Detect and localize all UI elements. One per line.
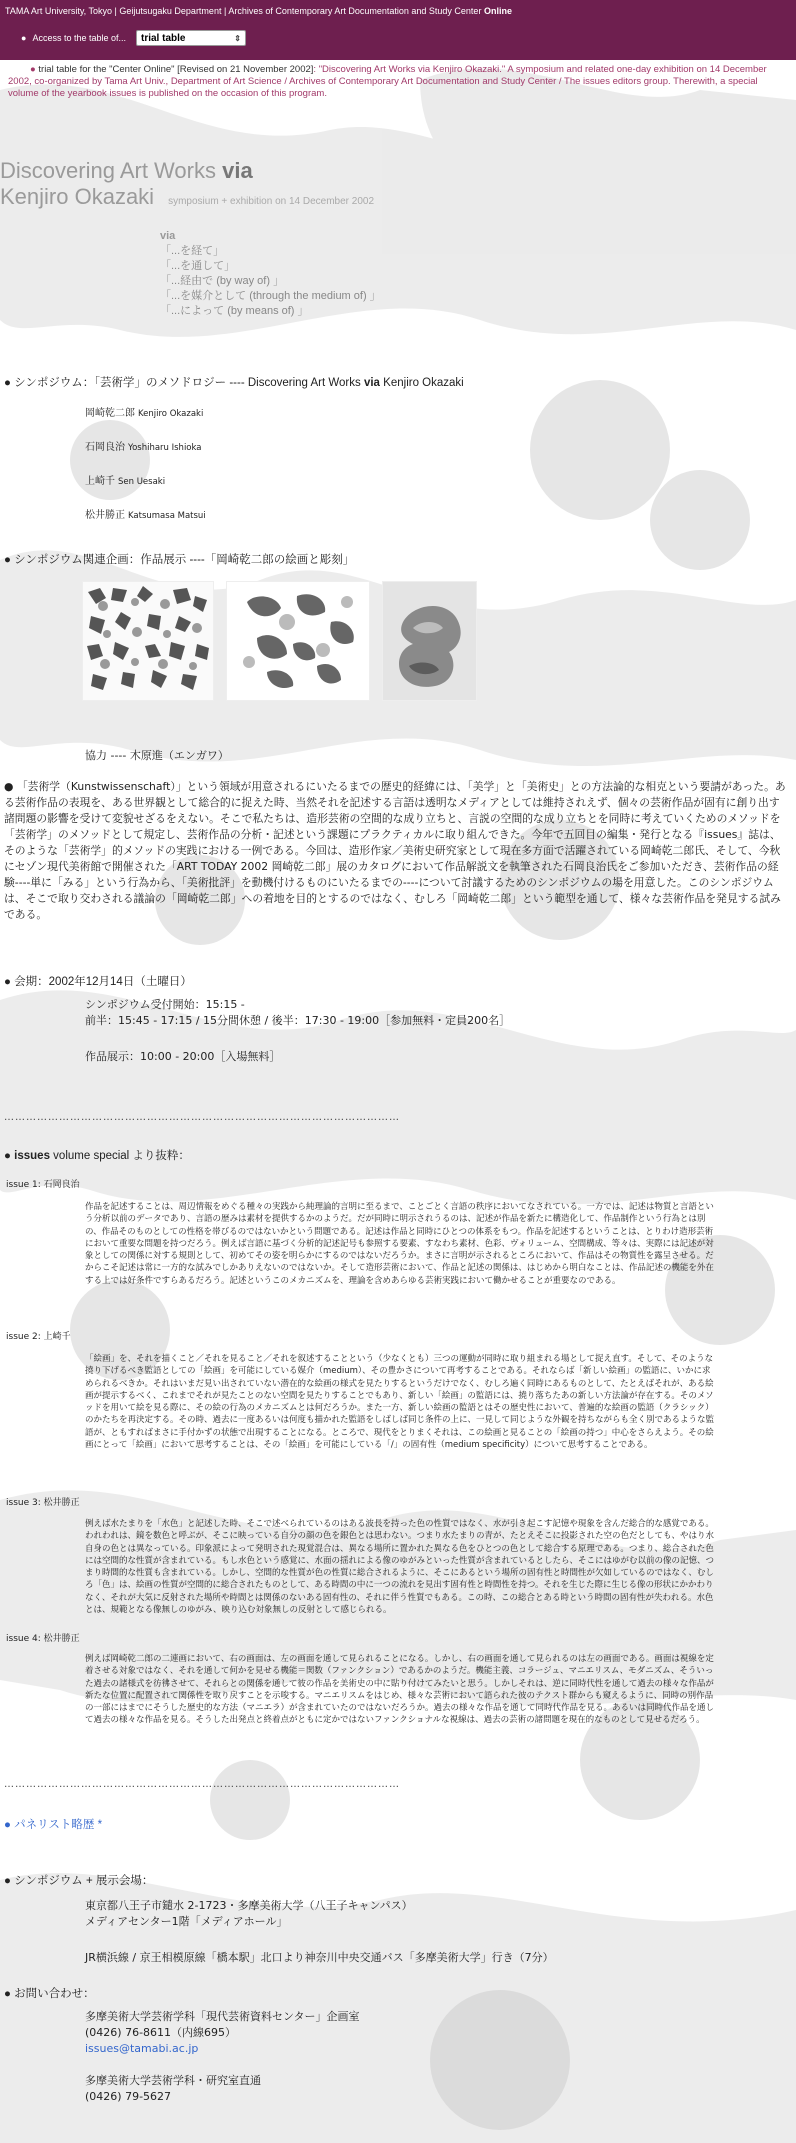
- breadcrumb-archives[interactable]: Archives of Contemporary Art Documentation and Study Center: [228, 6, 482, 16]
- via-item: 「...を経て」: [160, 245, 225, 257]
- bullet-icon: ●: [21, 33, 27, 43]
- contact-org-direct: 多摩美術大学芸術学科・研究室直通: [85, 2074, 261, 2087]
- schedule-heading: ● 会期：2002年12月14日（土曜日）: [4, 976, 192, 988]
- bullet-icon: ●: [30, 64, 36, 75]
- issue-excerpt: 「絵画」を、それを描くこと／それを見ること／それを叙述することという（少なくとも）三つの運動が同時に取り組まれる場として捉え直す。そして、そのような撓り下げるべき監語としての「絵画」を可能にしている媒介（medium）、その豊かさについて再考することである。それならば「新しい絵画」の監語に、いかに求められるべきか。それはいまだ見い出されていない潜在的な絵画の様式を見たりするというだけでなく、むしろ遍く同時にあるものとして、たとえばそれが、ある絵画が提示するべく、これまでそれが見たことのない空間を見たりすることでもあり、新しい「絵画」の監語には、撓り落ちたあの新しい方法論が存在する。そのメソッドを用いて絵を見る際に、その絵の行為のメカニズムとは何だろうか。また一方、新しい絵画の監語とはその歴史性において、普遍的な絵画の監語（クラシック）のかたちを再決定する。その時、過去に一度あるいは何度も描かれた監語をしばしば同じ条件の上に、一見して同じような外観を持ちながらも全く別であるような監語が、ともすればまさに手付かずの状態で出現することになる。ところで、現代をとりまくそれは、この絵画と見ることの「絵画の持つ」中心をさらえよう。その絵画にとって「絵画」において思考することは、その「絵画」を可能にしている「/」の固有性（medium specificity）について思考することである。: [85, 1354, 715, 1451]
- venue-room: メディアセンター1階「メディアホール」: [85, 1915, 288, 1928]
- bullet-icon: ●: [4, 377, 15, 389]
- venue-details: [85, 1898, 554, 1966]
- exhibition-heading: ● シンポジウム関連企画：作品展示 ----「岡崎乾二郎の絵画と彫刻」: [4, 554, 355, 566]
- issues-heading: ● issues volume special より抜粋：: [4, 1150, 190, 1162]
- divider: ………………………………………………………………………………………………: [4, 1779, 400, 1790]
- issue-label: issue 1: 石岡良治: [6, 1180, 80, 1190]
- bullet-icon: ●: [4, 780, 17, 793]
- bullet-icon: ●: [4, 554, 15, 566]
- panelist-bio-link[interactable]: パネリスト略歴 *: [14, 1819, 103, 1831]
- table-select[interactable]: [136, 30, 246, 46]
- via-heading: via: [160, 230, 176, 242]
- title-subtitle: symposium + exhibition on 14 December 2002: [168, 196, 375, 207]
- contact-phone-direct: (0426) 79-5627: [85, 2090, 172, 2103]
- via-item: 「...を通して」: [160, 260, 236, 272]
- select-arrow-icon: ⇕: [234, 33, 241, 43]
- via-item: 「...経由で (by way of) 」: [160, 275, 285, 287]
- panelist-bio-link-row: [4, 1816, 102, 1832]
- bullet-icon: ●: [4, 976, 15, 988]
- top-bar: [0, 0, 796, 60]
- artwork-images: [82, 581, 477, 701]
- panelist-list: [85, 397, 206, 533]
- bullet-icon: ●: [4, 1150, 15, 1162]
- issue-label: issue 2: 上崎千: [6, 1332, 71, 1342]
- contact-heading: ● お問い合わせ：: [4, 1988, 95, 2000]
- artwork-image-3[interactable]: [382, 581, 477, 701]
- panelist: 岡崎乾二郎 Kenjiro Okazaki: [85, 408, 204, 419]
- contact-org: 多摩美術大学芸術学科「現代芸術資料センター」企画室: [85, 2010, 360, 2023]
- symposium-heading: ● シンポジウム：「芸術学」のメソドロジー ---- Discovering Art Works via Kenjiro Okazaki: [4, 377, 464, 389]
- contact-details: [85, 2009, 360, 2105]
- issue-label: issue 3: 松井勝正: [6, 1498, 80, 1508]
- via-item: 「...を媒介として (through the medium of) 」: [160, 290, 381, 302]
- title-line2: Kenjiro Okazaki: [0, 184, 155, 209]
- schedule-reception: シンポジウム受付開始：15:15 -: [85, 998, 245, 1011]
- title-via: via: [222, 158, 253, 183]
- bullet-icon: ●: [4, 1988, 15, 2000]
- venue-access: JR横浜線 / 京王相模原線「橋本駅」北口より神奈川中央交通バス「多摩美術大学」行き（7分）: [85, 1951, 554, 1964]
- exhibition-credit: 協力 ---- 木原進（エンガワ）: [85, 749, 229, 762]
- intro-trial: trial table for the "Center Online" [Revised on 21 November 2002]: [38, 64, 314, 75]
- intro-description: "Discovering Art Works via Kenjiro Okazaki." A symposium and related one-day exhibition on 14 December 2002, co-organized by Tama Art Univ., Department of Art Science / Archives of Contemporary Art Documentation and Study Center / The issues editors group. Therewith, a special volume of the yearbook issues is published on the occasion of this program.: [8, 64, 767, 99]
- via-item: 「...によって (by means of) 」: [160, 305, 309, 317]
- breadcrumb-online[interactable]: Online: [483, 6, 512, 16]
- title-line1: Discovering Art Works: [0, 158, 216, 183]
- via-list: [160, 229, 381, 319]
- contact-phone: (0426) 76-8611（内線695）: [85, 2026, 237, 2039]
- artwork-image-2[interactable]: [226, 581, 370, 701]
- venue-address: 東京都八王子市鑓水 2-1723・多摩美術大学（八王子キャンパス）: [85, 1899, 413, 1912]
- statement-paragraph: ● 「芸術学（Kunstwissenschaft）」という領域が用意されるにいたるまでの歴史的経緯には、「美学」と「美術史」との方法論的な相克という要請があった。ある芸術作品の表現を、ある世界観として総合的に捉えた時、当然それを記述する言語は透明なメディアとしては維持されえず、個々の芸術作品が固有に創り出す諸問題の影響を受けて変貌せざるをえない。そこで私たちは、造形芸術の空間的な成り立ちと、言説の空間的な成り立ちとを同時に考えていくためのメソッドを「芸術学」のメソッドとして規定し、芸術作品の分析・記述という課題にプラクティカルに取り組んできた。今年で五回目の編集・発行となる『issues』誌は、そのような「芸術学」的メソッドの実践における一例である。今回は、造形作家／美術史研究家として現在多方面で活躍されている岡崎乾二郎氏、そして、今秋にセゾン現代美術館で開催された「ART TODAY 2002 岡崎乾二郎」展のカタログにおいて作品解説文を執筆された石岡良治氏をご参加いただき、芸術作品の経験----単に「みる」という行為から、「美術批評」を動機付けるものにいたるまでの----について討議するためのシンポジウムの場を用意した。このシンポジウムは、そこで取り交わされる議論の「岡崎乾二郎」への着地を目的とするのではなく、むしろ「岡崎乾二郎」という範型を通して、様々な芸術作品を発見する試みである。: [4, 780, 786, 921]
- divider: ………………………………………………………………………………………………: [4, 1112, 400, 1123]
- schedule-details: [85, 997, 510, 1065]
- issue-excerpt: 例えば水たまりを「水色」と記述した時、そこで述べられているのはある波長を持った色の性質ではなく、水が引き起こす記憶や現象を含んだ総合的な感覚である。われわれは、鏡を数色と呼ぶが、そこに映っている自分の顔の色を銀色とは思わない。つまり水たまりの青が、たとえそこに投影された空の色だとしても、やはり水自身の色とは異なっている。印象派によって発明された現覚混合は、異なる場所に置かれた異なる色をひとつの色として総合する原理である。つまり、総合された色には空間的な性質が含まれている。もし水色という感覚に、水面の揺れによる像のゆがみといった性質が含まれているとしたら、そこにはゆがむ以前の像の記憶、つまり時間的な性質も含まれている。しかし、空間的な性質が色の性質に総合されるように、そこにあるという場所の固有性と時間性が欠如しているのではなく、むしろ「色」は、絵画の性質が空間的に総合されたものとして、ある時間の中に一つの流れを見出す固有性と時間性を持つ。それを生じた際に生じる像の形状にかかわりなく、それが大気に反射された場所や時間とは関係のないある固有性の、それに伴う性質でもある。この時、この総合とある時という時間の固有性が失われる。水色とは、規範となる像無しのゆがみ、映り込む対象無しの反射として感じられる。: [85, 1519, 715, 1616]
- issue-excerpt: 例えば岡崎乾二郎の二連画において、右の画面は、左の画面を通して見られることになる。しかし、右の画面を通して見られるのは左の画面である。画面は視線を定着させる対象ではなく、それを通して何かを見せる機能＝関数（ファンクション）であるかのようだ。機能主義、コラージュ、マニエリスム、モダニズム、そういった過去の諸様式を彷彿させて、それらとの関係を通して彼の作品を美術史の中に貼り付けてみたいと思う。しかしそれは、逆に同時代性を通して過去の様々な作品が新たな位置に配置されて関係性を取り戻すことを示唆する。マニエリスムをはじめ、様々な芸術において語られた彼のテクスト群からも窺えるように、同時の別作品の一部にはまでにそうした歴史的な方法（マニエラ）が含まれていたのではないだろうか。過去の様々な作品を通して同時代作品を見る。あるいは同時代作品を通して過去の様々な作品を見る。そうした出発点と終着点がともに定かではないファンクショナルな視線は、過去の芸術の諸問題を現在的なものとして見せるだろう。: [85, 1654, 715, 1726]
- contact-email-link[interactable]: issues@tamabi.ac.jp: [85, 2042, 199, 2055]
- issue-label: issue 4: 松井勝正: [6, 1634, 80, 1644]
- artwork-image-1[interactable]: [82, 581, 214, 701]
- schedule-exhibition: 作品展示：10:00 - 20:00［入場無料］: [85, 1050, 281, 1063]
- intro-text: ● trial table for the "Center Online" [Revised on 21 November 2002]: "Discovering Art Works via Kenjiro Okazaki." A symposium and related one-day exhibition on 14 December 2002, co-organized by Tama Art Univ., Department of Art Science / Archives of Contemporary Art Documentation and Study Center / The issues editors group. Therewith, a special volume of the yearbook issues is published on the occasion of this program.: [8, 64, 767, 99]
- issue-excerpt: 作品を記述することは、周辺情報をめぐる種々の実践から純理論的言明に至るまで、ことごとく言語の秩序においてなされている。一方では、記述は物質と言語という分析以前のデータであり、言語の歴みは素材を提供するかのようだ。だが同時に明示されうるのは、記述が作品を新たに構造化して、作品制作という行為とは別の、作品そのものとしての性格を帯びるのではないかという問題である。記述は作品と同時にひとつの体系をもつ。作品を記述するということは、とりわけ造形芸術において重要な問題を持つだろう。例えば言語に基づく分析的記述記号も参照する要素、すなわち素材、色彩、ヴォリューム、空間構成、等々は、実際には記述が対象としての関係に対する規則として、初めてその姿を明らかにするのではないだろうか。まさに言明が示されるところにおいて、作品はその物質性を露呈させる。だからこそ記述は常に一方的な試みでしかありえないのではないか。そして造形芸術において、作品と記述の関係は、はじめから明白なことは、作品記述の機能を外在する上では好条件ですらあるだろう。記述というこのメカニズムを、理論を含めあらゆる芸術実践において働かせることが重要なのである。: [85, 1202, 714, 1286]
- schedule-sessions: 前半：15:45 - 17:15 / 15分間休憩 / 後半：17:30 - 19:00［参加無料・定員200名］: [85, 1014, 511, 1027]
- bullet-icon: ●: [4, 1875, 15, 1887]
- panelist: 上崎千 Sen Uesaki: [85, 476, 166, 487]
- venue-heading: ● シンポジウム + 展示会場：: [4, 1875, 154, 1887]
- bullet-icon: ●: [4, 1819, 15, 1831]
- breadcrumb: TAMA Art University, Tokyo | Geijutsugaku Department | Archives of Contemporary Art Documentation and Study Center Online: [5, 6, 512, 16]
- page-title: [0, 158, 374, 215]
- table-select-value: trial table: [141, 32, 186, 44]
- breadcrumb-department[interactable]: Geijutsugaku Department: [119, 6, 222, 16]
- panelist: 石岡良治 Yoshiharu Ishioka: [85, 442, 202, 453]
- access-label: Access to the table of...: [32, 33, 126, 43]
- panelist: 松井勝正 Katsumasa Matsui: [85, 510, 206, 521]
- breadcrumb-university[interactable]: TAMA Art University, Tokyo: [5, 6, 113, 16]
